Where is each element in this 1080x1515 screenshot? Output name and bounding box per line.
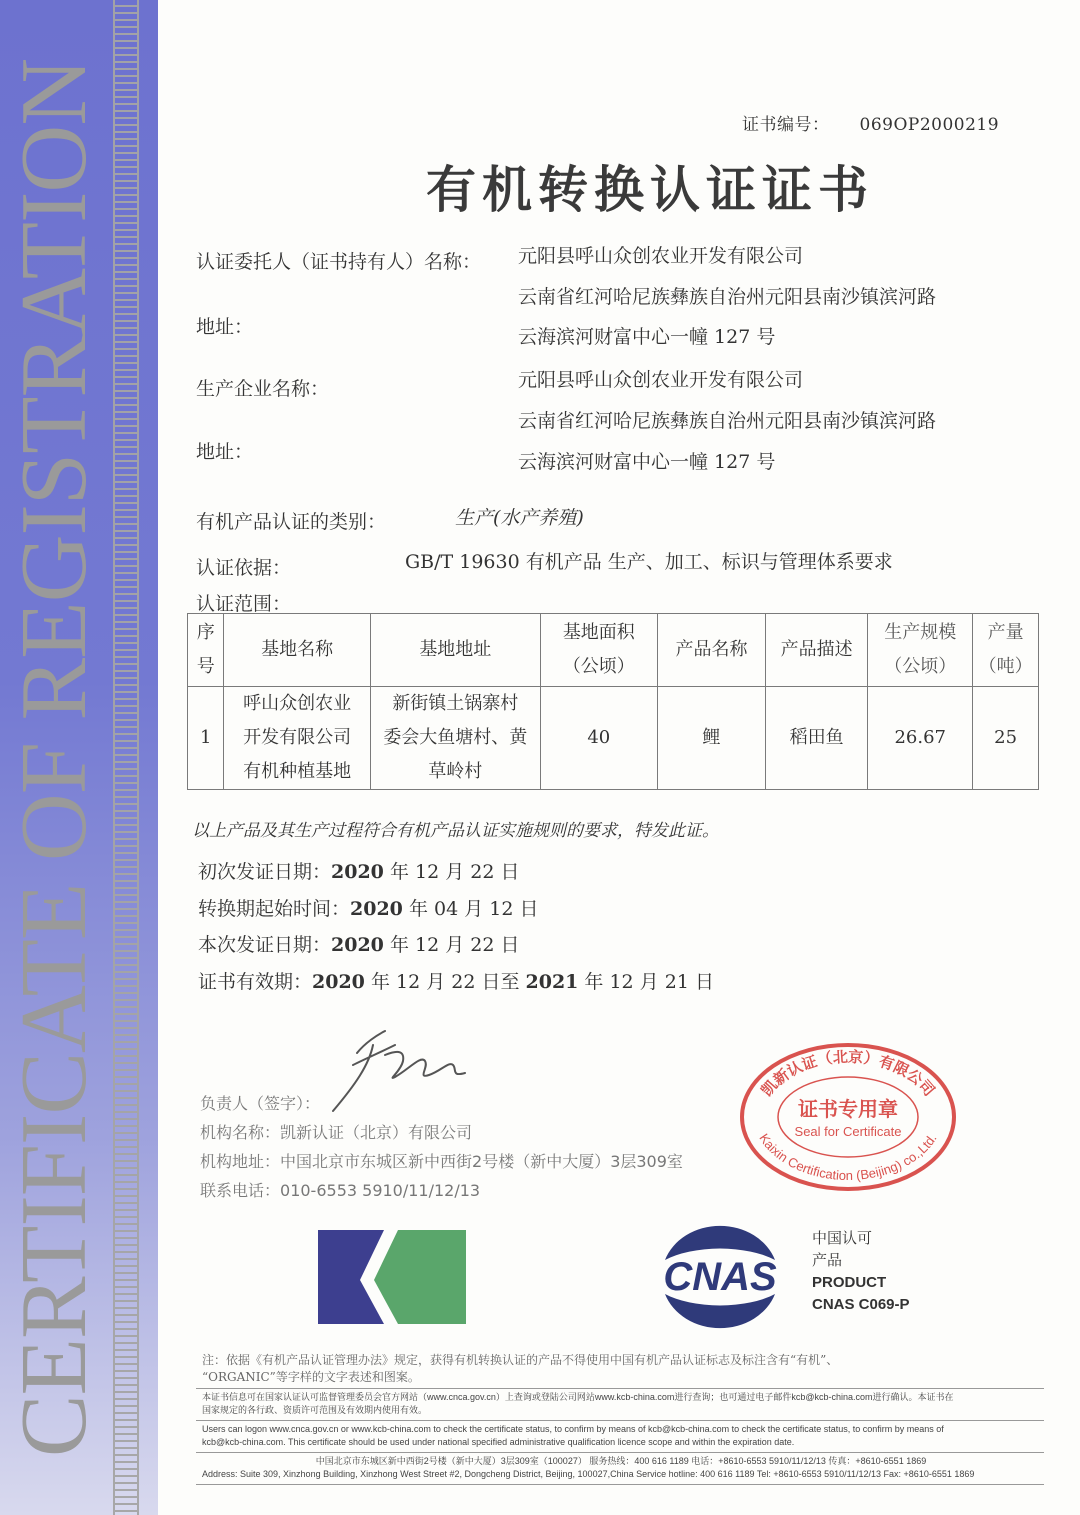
- category-value: 生产(水产养殖): [455, 507, 584, 529]
- conversion-start-date: 转换期起始时间：2020 年 04 月 12 日: [198, 898, 539, 920]
- holder-address-line2: 云海滨河财富中心一幢 127 号: [518, 326, 776, 348]
- col-product-desc: 产品描述: [766, 614, 868, 687]
- cert-no-value: 069OP2000219: [859, 115, 1000, 135]
- col-base-name: 基地名称: [224, 614, 371, 687]
- col-output: 产量 （吨）: [973, 614, 1039, 687]
- cert-no-label: 证书编号：: [742, 115, 830, 135]
- holder-address-line1: 云南省红河哈尼族彝族自治州元阳县南沙镇滨河路: [518, 286, 937, 308]
- footer-en-info: Users can logon www.cnca.gov.cn or www.kcb-china.com to check the certificate status, to confirm by means of kcb@kcb-china.com to check the certificate status, to confirm by means of kcb@kcb-china.com. This certificate should be used under national specified administrative qualification licence scope and within the expiration date.: [196, 1421, 1044, 1453]
- signer-label: 负责人（签字）：: [200, 1094, 321, 1113]
- cnas-accreditation-text: 中国认可 产品 PRODUCT CNAS C069-P: [812, 1230, 910, 1313]
- watermark-text: CERTIFICATE OF REGISTRATION: [2, 58, 107, 1457]
- footer-info: [196, 1388, 1044, 1485]
- producer-name-value: 元阳县呼山众创农业开发有限公司: [518, 369, 804, 391]
- issuer-info: [200, 1089, 683, 1205]
- svg-text:Seal for Certificate: Seal for Certificate: [794, 1124, 902, 1139]
- cell-product-name: 鲤: [657, 687, 765, 790]
- col-seq: 序 号: [188, 614, 224, 687]
- cell-product-desc: 稻田鱼: [766, 687, 868, 790]
- cell-output: 25: [973, 687, 1039, 790]
- producer-name-label: 生产企业名称：: [196, 378, 330, 400]
- cell-base-address: 新街镇土锅寨村 委会大鱼塘村、黄 草岭村: [370, 687, 540, 790]
- this-issue-date: 本次发证日期：2020 年 12 月 22 日: [198, 934, 520, 956]
- table-header-row: [188, 614, 1039, 687]
- scope-table: [187, 613, 1039, 790]
- decorative-rail: [113, 0, 139, 1515]
- kcb-logo-icon: [318, 1230, 466, 1324]
- holder-address-label: 地址：: [196, 316, 254, 338]
- holder-name-label: 认证委托人（证书持有人）名称：: [196, 251, 482, 273]
- table-row: [188, 687, 1039, 790]
- col-scale: 生产规模 （公顷）: [868, 614, 973, 687]
- usage-note: 注：依据《有机产品认证管理办法》规定，获得有机转换认证的产品不得使用中国有机产品认证标志及标注含有“有机”、 “ORGANIC”等字样的文字表述和图案。: [202, 1353, 839, 1384]
- svg-text:证书专用章: 证书专用章: [798, 1097, 898, 1121]
- scope-label: 认证范围：: [196, 593, 292, 615]
- category-label: 有机产品认证的类别：: [196, 511, 387, 533]
- col-base-address: 基地地址: [370, 614, 540, 687]
- org-name: 机构名称：凯新认证（北京）有限公司: [200, 1123, 473, 1142]
- col-product-name: 产品名称: [657, 614, 765, 687]
- certificate-seal-icon: [738, 1042, 958, 1192]
- col-area: 基地面积 （公顷）: [540, 614, 657, 687]
- cnas-logo-icon: [645, 1222, 795, 1330]
- first-issue-date: 初次发证日期：2020 年 12 月 22 日: [198, 861, 520, 883]
- org-phone: 联系电话：010-6553 5910/11/12/13: [200, 1181, 481, 1200]
- footer-address: 中国北京市东城区新中西街2号楼（新中大厦）3层309室（100027） 服务热线：400 616 1189 电话：+8610-6553 5910/11/12/13 传真：+8610-6551 1869 Address: Suite 309, Xinzhong Building, Xinzhong West Street #2, Dongcheng District, Beijing, 100027,China Service hotline: 400 616 1189 Tel: +8610-6553 5910/11/12/13 Fax: +8610-6551 1869: [196, 1453, 1044, 1485]
- footer-cn-info: 本证书信息可在国家认证认可监督管理委员会官方网站（www.cnca.gov.cn）上查询或登陆公司网站www.kcb-china.com进行查询；也可通过电子邮件kcb@kcb-china.com进行确认。本证书在 国家规定的各行政、资质许可范围及有效期内使用有效。: [196, 1388, 1044, 1421]
- cell-area: 40: [540, 687, 657, 790]
- holder-name-value: 元阳县呼山众创农业开发有限公司: [518, 245, 804, 267]
- producer-address-line1: 云南省红河哈尼族彝族自治州元阳县南沙镇滨河路: [518, 410, 937, 432]
- producer-address-line2: 云海滨河财富中心一幢 127 号: [518, 451, 776, 473]
- certificate-number: [742, 110, 999, 135]
- title-text: 有机转换认证证书: [426, 160, 874, 219]
- cell-seq: 1: [188, 687, 224, 790]
- validity-period: 证书有效期：2020 年 12 月 22 日至 2021 年 12 月 21 日: [198, 971, 714, 993]
- svg-text:凯新认证（北京）有限公司: 凯新认证（北京）有限公司: [757, 1047, 939, 1100]
- svg-text:Kaixin Certification (Beijing): Kaixin Certification (Beijing) co.,Ltd.: [756, 1130, 940, 1184]
- cell-scale: 26.67: [868, 687, 973, 790]
- compliance-statement: 以上产品及其生产过程符合有机产品认证实施规则的要求，特发此证。: [192, 821, 719, 841]
- svg-text:CNAS: CNAS: [663, 1255, 777, 1299]
- page-title: [0, 150, 1080, 222]
- basis-value: GB/T 19630 有机产品 生产、加工、标识与管理体系要求: [405, 551, 893, 573]
- producer-address-label: 地址：: [196, 441, 254, 463]
- basis-label: 认证依据：: [196, 557, 292, 579]
- cell-base-name: 呼山众创农业 开发有限公司 有机种植基地: [224, 687, 371, 790]
- org-address: 机构地址：中国北京市东城区新中西街2号楼（新中大厦）3层309室: [200, 1152, 683, 1171]
